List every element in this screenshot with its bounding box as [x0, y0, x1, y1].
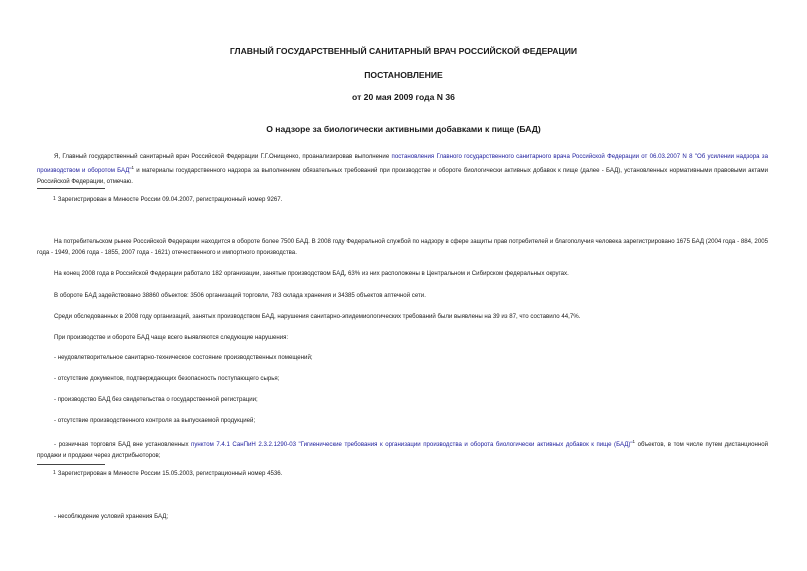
footnote-2-text: Зарегистрирован в Минюсте России 15.05.2003, регистрационный номер 4536. [57, 470, 283, 477]
sanpin-link[interactable]: пунктом 7.4.1 СанПиН 2.3.2.1290-03 "Гигиенические требования к организации производства и оборота биологически активных добавок к пище (БАД)" [191, 441, 633, 449]
footnote-ref-2[interactable]: 1 [632, 439, 636, 444]
violation-item-retail [37, 436, 768, 461]
footnote-2-mark: 1 [53, 470, 56, 476]
footnote-2 [53, 470, 282, 477]
violation-item: - производство БАД без свидетельства о государственной регистрации; [54, 396, 258, 403]
violation-item: - отсутствие документов, подтверждающих безопасность поступающего сырья; [54, 375, 280, 382]
footnote-1-text: Зарегистрирован в Минюсте России 09.04.2007, регистрационный номер 9267. [57, 196, 283, 203]
intro-paragraph [37, 151, 768, 187]
retail-text-start: - розничная торговля БАД вне установленных [54, 441, 192, 449]
violation-item: - неудовлетворительное санитарно-техническое состояние производственных помещений; [54, 354, 313, 361]
footnote-ref-1[interactable]: 1 [131, 165, 135, 170]
footnote-1-mark: 1 [53, 196, 56, 202]
footnote-divider-2 [37, 464, 105, 465]
document-date-number: от 20 мая 2009 года N 36 [352, 92, 455, 102]
resolution-2007-link[interactable]: постановления Главного государственного санитарного врача Российской Федерации от 06.03.2007 N 8 "Об усилении надзора за производством и оборотом БАД" [37, 153, 768, 175]
violation-item: - несоблюдение условий хранения БАД; [54, 513, 169, 520]
document-type: ПОСТАНОВЛЕНИЕ [364, 70, 443, 80]
circulation-paragraph: В обороте БАД задействовано 38860 объектов: 3506 организаций торговли, 783 склада хранения и 34385 объектов аптечной сети. [54, 292, 426, 299]
retail-text-end: объектов, в том числе путем дистанционной продажи и продажи через дистрибьюторов; [37, 441, 768, 460]
violation-item: - отсутствие производственного контроля за выпускаемой продукцией; [54, 417, 256, 424]
intro-text-start: Я, Главный государственный санитарный врач Российской Федерации Г.Г.Онищенко, проанализировав выполнение [54, 153, 392, 160]
footnote-1 [53, 196, 282, 203]
producers-paragraph: На конец 2008 года в Российской Федерации работало 182 организации, занятые производством БАД, 63% из них расположены в Центральном и Сибирском федеральных округах. [54, 270, 569, 277]
issuing-authority: ГЛАВНЫЙ ГОСУДАРСТВЕННЫЙ САНИТАРНЫЙ ВРАЧ РОССИЙСКОЙ ФЕДЕРАЦИИ [229, 46, 578, 56]
violations-intro: При производстве и обороте БАД чаще всего выявляются следующие нарушения: [54, 334, 289, 341]
intro-text-end: и материалы государственного надзора за выполнением обязательных требований при производстве и обороте биологически активных добавок к пище (далее - БАД), установленных нормативными правовыми актами Российской Федерации, отмечаю. [37, 167, 768, 186]
market-paragraph: На потребительском рынке Российской Федерации находится в обороте более 7500 БАД. В 2008 году Федеральной службой по надзору в сфере защиты прав потребителей и благополучия человека зарегистрировано 1675 БАД (2004 года - 884, 2005 года - 1949, 2006 года - 1855, 2007 года - 1621) отечественного и импортного производства. [37, 238, 768, 256]
footnote-divider-1 [37, 188, 105, 189]
document-title: О надзоре за биологически активными добавками к пище (БАД) [266, 124, 541, 134]
inspections-paragraph: Среди обследованных в 2008 году организаций, занятых производством БАД, нарушения санитарно-эпидемиологических требований были выявлены на 39 из 87, что составило 44,7%. [54, 313, 581, 320]
